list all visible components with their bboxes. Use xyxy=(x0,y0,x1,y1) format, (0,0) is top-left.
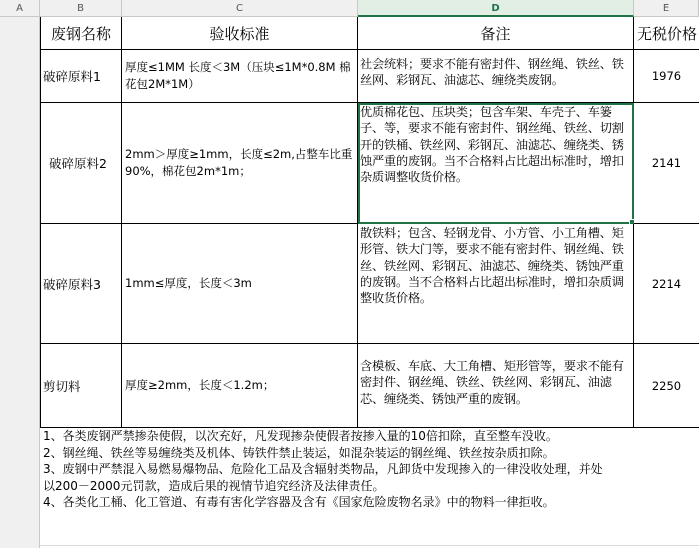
column-header-e[interactable]: E xyxy=(634,0,699,17)
table-row-2-note-selected[interactable] xyxy=(358,103,634,224)
row-price: 2250 xyxy=(651,378,682,393)
gridline xyxy=(40,545,699,546)
row-note: 含模板、车底、大工角槽、矩形管等，要求不能有密封件、钢丝绳、铁丝、铁丝网、彩钢瓦、油滤芯、缠绕类、锈蚀严重的废钢。 xyxy=(360,359,624,406)
row-name: 破碎原料3 xyxy=(43,276,101,292)
table-row-1-note[interactable] xyxy=(358,50,634,103)
column-header-c[interactable]: C xyxy=(122,0,358,17)
row-name: 破碎原料2 xyxy=(49,156,107,171)
footnote-2: 2、钢丝绳、铁丝等易缠绕类及机体、铸铁件禁止装运，如混杂装运的钢丝绳、铁丝按杂质扣除。 xyxy=(43,445,555,460)
header-cell-name[interactable] xyxy=(40,17,122,50)
table-row-1-standard[interactable] xyxy=(122,50,358,103)
column-header-d[interactable]: D xyxy=(358,0,634,17)
table-row-4-note[interactable] xyxy=(358,344,634,428)
table-row-2-price[interactable] xyxy=(634,103,699,224)
table-row-4-standard[interactable] xyxy=(122,344,358,428)
header-standard-label: 验收标准 xyxy=(209,24,270,43)
header-price-label: 无税价格 xyxy=(637,24,698,43)
footnotes[interactable] xyxy=(40,428,699,511)
table-row-4-price[interactable] xyxy=(634,344,699,428)
row-price: 2141 xyxy=(651,156,682,170)
table-row-3-standard[interactable] xyxy=(122,224,358,344)
row-standard: 1mm≤厚度，长度＜3m xyxy=(125,276,252,290)
footnote-1: 1、各类废钢严禁掺杂使假，以次充好，凡发现掺杂使假者按掺入量的10倍扣除，直至整车没收。 xyxy=(43,429,558,443)
row-header-strip[interactable] xyxy=(0,17,40,548)
table-row-2-standard[interactable] xyxy=(122,103,358,224)
table-row-4-name[interactable] xyxy=(40,344,122,428)
table-row-1-price[interactable] xyxy=(634,50,699,103)
column-header-a[interactable]: A xyxy=(0,0,40,17)
table-row-3-name[interactable] xyxy=(40,224,122,344)
row-note: 社会统料；要求不能有密封件、钢丝绳、铁丝、铁丝网、彩钢瓦、油滤芯、缠绕类废钢。 xyxy=(360,57,624,88)
row-standard: 厚度≥2mm，长度＜1.2m； xyxy=(125,378,275,392)
footnote-3-continued: 以200－2000元罚款，造成后果的视情节追究经济及法律责任。 xyxy=(43,478,385,493)
header-name-label: 废钢名称 xyxy=(50,24,111,43)
table-row-1-name[interactable] xyxy=(40,50,122,103)
footnote-4: 4、各类化工桶、化工管道、有毒有害化学容器及含有《国家危险废物名录》中的物料一律拒收。 xyxy=(43,495,555,509)
row-note: 优质棉花包、压块类；包含车架、车壳子、车篓子、等，要求不能有密封件、钢丝绳、铁丝、切割开的铁桶、铁丝网、彩钢瓦、油滤芯、缠绕类、锈蚀严重的废钢。当不合格料占比超出标准时，增扣杂质调整收货价格。 xyxy=(360,105,624,185)
row-standard: 厚度≤1MM 长度＜3M（压块≤1M*0.8M 棉花包2M*1M） xyxy=(125,60,351,91)
row-name: 剪切料 xyxy=(43,378,81,394)
table-row-3-price[interactable] xyxy=(634,224,699,344)
row-price: 1976 xyxy=(651,69,682,83)
row-price: 2214 xyxy=(651,276,682,291)
header-cell-note[interactable] xyxy=(358,17,634,50)
header-cell-standard[interactable] xyxy=(122,17,358,50)
header-cell-price[interactable] xyxy=(634,17,699,50)
row-standard: 2mm＞厚度≥1mm，长度≤2m,占整车比重90%，棉花包2m*1m； xyxy=(125,147,353,178)
row-note: 散铁料；包含、轻钢龙骨、小方管、小工角槽、矩形管、铁大门等，要求不能有密封件、钢丝绳、铁丝、铁丝网、彩钢瓦、油滤芯、缠绕类、锈蚀严重的废钢。当不合格料占比超出标准时，增扣杂质调整收货价格。 xyxy=(360,226,624,306)
column-header-b[interactable]: B xyxy=(40,0,122,17)
header-note-label: 备注 xyxy=(480,24,511,43)
table-row-2-name[interactable] xyxy=(40,103,122,224)
table-row-3-note[interactable] xyxy=(358,224,634,344)
row-name: 破碎原料1 xyxy=(43,69,101,84)
footnote-3: 3、废钢中严禁混入易燃易爆物品、危险化工品及含辐射类物品，凡卸货中发现掺入的一律没收处理，并处 xyxy=(43,462,603,476)
